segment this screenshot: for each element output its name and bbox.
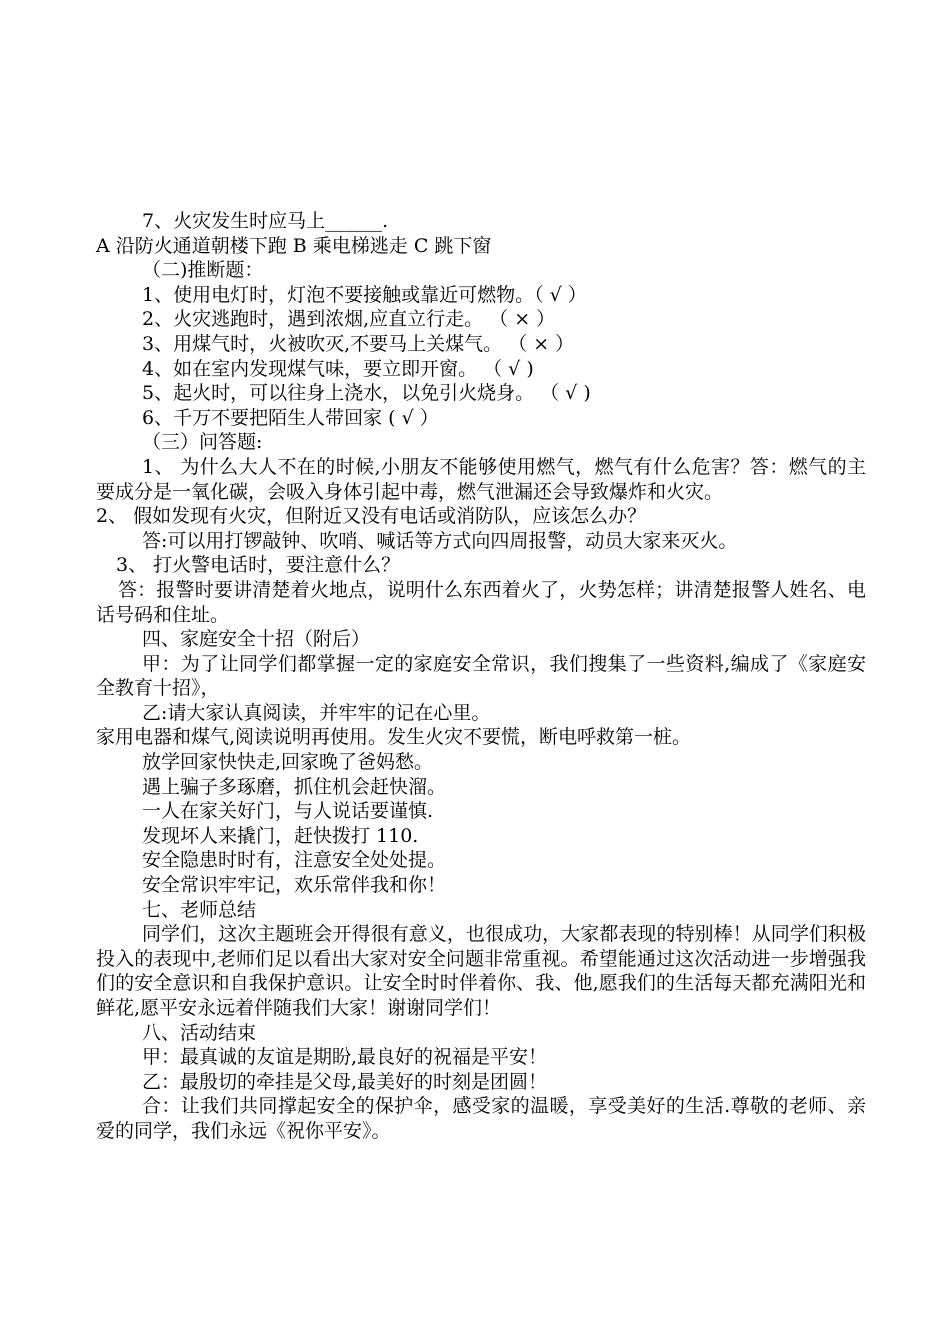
tip-line: 放学回家快快走,回家晚了爸妈愁。 [142, 751, 434, 774]
section-heading-ten-tips: 四、家庭安全十招（附后） [142, 628, 371, 651]
question-7: 7、火灾发生时应马上______. [142, 210, 389, 232]
tip-line: 家用电器和煤气,阅读说明再使用。发生火灾不要慌，断电呼救第一桩。 [96, 726, 692, 749]
qa-item-3-answer: 答：报警时要讲清楚着火地点，说明什么东西着火了，火势怎样；讲清楚报警人姓名、电话号码和住址。 [96, 578, 866, 626]
judgement-item-2: 2、火灾逃跑时，遇到浓烟,应直立行走。 （ × ） [142, 308, 556, 331]
tip-line: 安全隐患时时有，注意安全处处提。 [142, 849, 447, 872]
qa-item-2-answer: 答:可以用打锣敲钟、吹哨、喊话等方式向四周报警，动员大家来灭火。 [142, 529, 738, 552]
tip-line: 发现坏人来撬门，赶快拨打 110. [142, 824, 419, 847]
tip-line: 一人在家关好门，与人说话要谨慎. [142, 800, 434, 823]
section-heading-activity-end: 八、活动结束 [142, 1021, 257, 1044]
qa-item-3-question: 3、 打火警电话时，要注意什么？ [116, 554, 401, 577]
section-heading-qa: （三）问答题: [142, 431, 263, 454]
judgement-item-5: 5、起火时，可以往身上浇水，以免引火烧身。 （ √ ) [142, 382, 591, 405]
qa-item-2-question: 2、 假如发现有火灾，但附近又没有电话或消防队，应该怎么办？ [96, 505, 647, 528]
teacher-summary-text: 同学们，这次主题班会开得很有意义，也很成功，大家都表现的特别棒！从同学们积极投入的表现中,老师们足以看出大家对安全问题非常重视。希望能通过这次活动进一步增强我们的安全意识和自我保护意识。让安全时时伴着你、我、他,愿我们的生活每天都充满阳光和鲜花,愿平安永远着伴随我们大家！谢谢同学们！ [96, 923, 866, 1019]
document-body [96, 209, 866, 1144]
closing-line-yi: 乙：最殷切的牵挂是父母,最美好的时刻是团圆！ [142, 1070, 548, 1093]
section-heading-teacher-summary: 七、老师总结 [142, 898, 257, 921]
section-heading-judgement: （二)推断题： [142, 259, 264, 282]
closing-line-together: 合：让我们共同撑起安全的保护伞，感受家的温暖，享受美好的生活.尊敬的老师、亲爱的同学，我们永远《祝你平安》。 [96, 1095, 866, 1142]
qa-item-1: 1、 为什么大人不在的时候,小朋友不能够使用燃气，燃气有什么危害？答：燃气的主要成分是一氧化碳，会吸入身体引起中毒，燃气泄漏还会导致爆炸和火灾。 [96, 455, 866, 503]
judgement-item-6: 6、千万不要把陌生人带回家 ( √ ） [142, 406, 439, 429]
tip-line: 遇上骗子多琢磨，抓住机会赶快溜。 [142, 775, 447, 798]
speaker-jia-intro: 甲：为了让同学们都掌握一定的家庭安全常识，我们搜集了一些资料,编成了《家庭安全教育十招》， [96, 652, 866, 700]
tip-line: 安全常识牢牢记，欢乐常伴我和你！ [142, 874, 447, 897]
judgement-item-4: 4、如在室内发现煤气味，要立即开窗。 （ √ ) [142, 357, 534, 380]
closing-line-jia: 甲：最真诚的友谊是期盼,最良好的祝福是平安！ [142, 1046, 548, 1069]
judgement-item-3: 3、用煤气时，火被吹灭,不要马上关煤气。 （ × ） [142, 332, 575, 355]
speaker-yi-intro: 乙:请大家认真阅读，并牢牢的记在心里。 [142, 701, 491, 724]
question-7-options: A 沿防火通道朝楼下跑 B 乘电梯逃走 C 跳下窗 [96, 234, 492, 257]
judgement-item-1: 1、使用电灯时，灯泡不要接触或靠近可燃物。（ √ ） [142, 283, 587, 306]
